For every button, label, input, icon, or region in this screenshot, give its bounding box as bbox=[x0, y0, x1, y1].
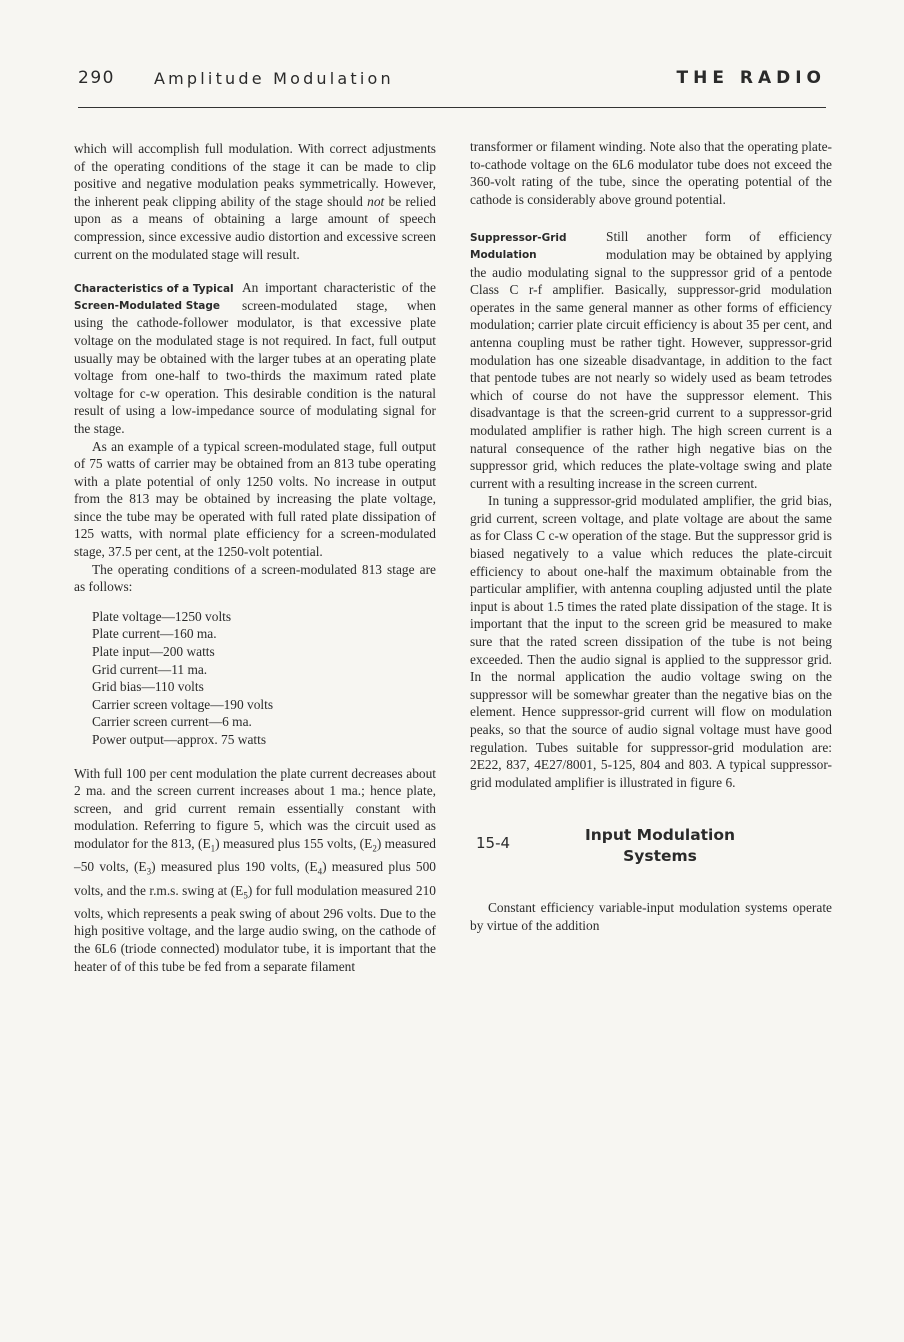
page-header bbox=[78, 68, 826, 96]
side-section-characteristics bbox=[74, 279, 436, 437]
paragraph: As an example of a typical screen-modulated stage, full output of 75 watts of carrier may be obtained from an 813 tube operating with a plate potential of only 1250 volts. No increase in output from the 813 may be obtained by increasing the plate voltage, since the tube may be operated with full rated plate dissipation of 125 watts, with normal plate efficiency for a screen-modulated stage, 37.5 per cent, at the 1250-volt potential. bbox=[74, 438, 436, 560]
paragraph: The operating conditions of a screen-modulated 813 stage are as follows: bbox=[74, 561, 436, 595]
page-number: 290 bbox=[78, 68, 115, 88]
paragraph: In tuning a suppressor-grid modulated amplifier, the grid bias, grid current, screen voltage, and plate voltage are about the same as for Class C c-w operation of the stage. But the suppressor grid is biased negatively to a value which reduces the plate-circuit efficiency to about one-half the maximum obtainable from the particular amplifier, with antenna coupling adjusted until the plate input is about 1.5 times the rated plate dissipation of the stage. It is important that the input to the screen grid be measured to make sure that the rated screen dissipation of the tube is not being exceeded. Then the audio signal is applied to the suppressor grid. In the normal application the audio voltage swing on the suppressor will be somewhar greater than the negative bias on the element. Hence suppressor-grid current will flow on modulation peaks, so that the source of audio signal voltage must have good regulation. Tubes suitable for suppressor-grid modulation are: 2E22, 837, 4E27/8001, 5-125, 804 and 803. A typical suppressor-grid modulated amplifier is illustrated in figure 6. bbox=[470, 493, 832, 790]
section-heading bbox=[470, 825, 832, 877]
paragraph: transformer or filament winding. Note also that the operating plate-to-cathode voltage on the 6L6 modulator tube does not exceed the 360-volt rating of the tube, since the operating potential of the cathode is considerably above ground potential. bbox=[470, 139, 832, 207]
side-heading: Suppressor-Grid Modulation bbox=[470, 232, 567, 261]
list-item: Grid current—11 ma. bbox=[92, 661, 208, 677]
operating-conditions-list bbox=[92, 608, 436, 749]
list-item: Carrier screen current—6 ma. bbox=[92, 714, 252, 730]
section-number: 15-4 bbox=[476, 834, 511, 853]
right-column bbox=[470, 138, 832, 935]
paragraph: With full 100 per cent modulation the plate current decreases about 2 ma. and the screen current increases about 1 ma.; hence plate, screen, and grid current remain essentially constant with modulation. Referring to figure 5, which was the circuit used as modulator for the 813, $(E_1)$ measured plus 155 volts, $(E_2)$ measured –50 volts, $(E_3)$ measured plus 190 volts, $(E_4)$ measured plus 500 volts, and the r.m.s. swing at $(E_5)$ for full modulation measured 210 volts, which represents a peak swing of about 296 volts. Due to the high positive voltage, and the large audio swing, on the cathode of the 6L6 (triode connected) modulator tube, it is important that the heater of of this tube be fed from a separate filament bbox=[74, 765, 437, 974]
header-rule bbox=[78, 107, 826, 108]
list-item: Plate current—160 ma. bbox=[92, 626, 217, 642]
list-item: Plate voltage—1250 volts bbox=[92, 608, 232, 624]
list-item: Power output—approx. 75 watts bbox=[92, 732, 267, 747]
section-title: Input Modulation Systems bbox=[584, 826, 736, 866]
emphasis: not bbox=[367, 193, 385, 209]
paragraph: Still another form of efficiency modulation may be obtained by applying the audio modulating signal to the suppressor grid of a pentode Class C r-f amplifier. Basically, suppressor-grid modulation operates in the same general manner as other forms of efficiency modulation; carrier plate circuit efficiency is about 35 per cent, and antenna coupling must be rather tight. However, suppressor-grid modulation has one sizeable disadvantage, in addition to the fact that pentode tubes are not nearly so widely used as beam tetrodes which of course do not have the suppressor element. This disadvantage is that the screen-grid current to a suppressor-grid modulated amplifier is rather high. The high screen current is a natural consequence of the rather high negative bias on the suppressor grid, which reduces the plate-voltage swing and plate current with a resulting increase in the screen current. bbox=[470, 229, 832, 491]
paragraph: Constant efficiency variable-input modulation systems operate by virtue of the addition bbox=[470, 900, 832, 933]
paragraph: which will accomplish full modulation. With correct adjustments of the operating conditions of the stage it can be made to clip positive and negative modulation peaks symmetrically. However, the inherent peak clipping ability of the stage should not be relied upon as a means of obtaining a large amount of speech compression, since excessive audio distortion and excessive screen current on the modulated stage will result. bbox=[74, 141, 436, 262]
side-section-suppressor bbox=[470, 228, 832, 492]
left-column bbox=[74, 140, 436, 975]
running-title: Amplitude Modulation bbox=[154, 69, 394, 88]
list-item: Grid bias—110 volts bbox=[92, 679, 204, 695]
paragraph: An important characteristic of the screen-modulated stage, when using the cathode-follower modulator, is that excessive plate voltage on the modulated stage is not required. In fact, full output usually may be obtained with the larger tubes at an operating plate voltage from one-half to two-thirds the maximum rated plate voltage for c-w operation. This desirable condition is the natural result of using a low-impedance source of modulating signal for the stage. bbox=[74, 280, 436, 436]
book-title: THE RADIO bbox=[676, 68, 826, 88]
side-heading: Characteristics of a Typical Screen-Modulated Stage bbox=[74, 283, 234, 312]
list-item: Carrier screen voltage—190 volts bbox=[92, 696, 274, 712]
list-item: Plate input—200 watts bbox=[92, 644, 215, 660]
